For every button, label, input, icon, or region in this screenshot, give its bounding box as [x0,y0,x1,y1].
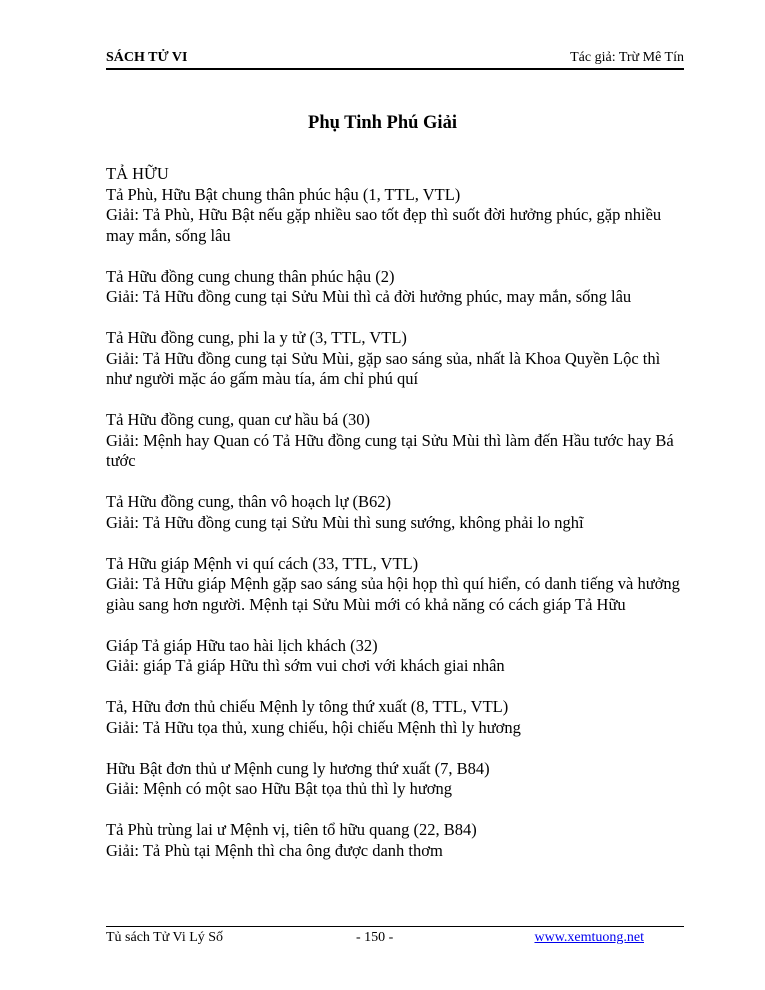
entry-verse: Tả Hữu đồng cung, phi la y tử (3, TTL, VTL) [106,328,407,347]
entry-verse: Hữu Bật đơn thủ ư Mệnh cung ly hương thứ xuất (7, B84) [106,758,490,778]
entry [106,492,686,533]
entry-explanation: Giải: Tả Phù tại Mệnh thì cha ông được danh thơm [106,840,443,860]
entry-explanation: Giải: Tả Hữu đồng cung tại Sửu Mùi, gặp sao sáng sủa, nhất là Khoa Quyền Lộc thì như người mặc áo gấm màu tía, ám chỉ phú quí [106,348,661,388]
page-title: Phụ Tinh Phú Giải [308,113,457,133]
page-header [106,44,684,70]
entry-verse: Tả Phù trùng lai ư Mệnh vị, tiên tổ hữu quang (22, B84) [106,820,477,839]
entry [106,267,686,308]
entry [106,697,686,738]
website-link[interactable]: www.xemtuong.net [534,930,644,945]
entry-explanation: Giải: Tả Phù, Hữu Bật nếu gặp nhiều sao tốt đẹp thì suốt đời hưởng phúc, gặp nhiều may mắn, sống lâu [106,205,662,245]
book-title: SÁCH TỬ VI [106,50,188,65]
entry [106,554,686,616]
entry-explanation: Giải: Tả Hữu giáp Mệnh gặp sao sáng sủa hội họp thì quí hiển, có danh tiếng và hưởng giàu sang hơn người. Mệnh tại Sửu Mùi mới có khả năng có cách giáp Tả Hữu [106,574,680,614]
entry [106,759,686,800]
entry [106,185,686,247]
page-footer [106,926,684,949]
entry-verse: Tả Phù, Hữu Bật chung thân phúc hậu (1, TTL, VTL) [106,184,461,204]
entry-verse: Tả Hữu đồng cung chung thân phúc hậu (2) [106,266,395,286]
entry-verse: Giáp Tả giáp Hữu tao hài lịch khách (32) [106,635,378,655]
entry-verse: Tả, Hữu đơn thủ chiếu Mệnh ly tông thứ xuất (8, TTL, VTL) [106,697,509,716]
entry-explanation: Giải: giáp Tả giáp Hữu thì sớm vui chơi với khách giai nhân [106,656,505,675]
entry-explanation: Giải: Tả Hữu đồng cung tại Sửu Mùi thì cả đời hưởng phúc, may mắn, sống lâu [106,287,632,306]
entry [106,636,686,677]
main-content [106,164,686,882]
page-number: - 150 - [356,930,394,945]
entry-explanation: Giải: Tả Hữu đồng cung tại Sửu Mùi thì sung sướng, không phải lo nghĩ [106,512,584,532]
entry-explanation: Giải: Tả Hữu tọa thủ, xung chiếu, hội chiếu Mệnh thì ly hương [106,717,521,737]
entry [106,410,686,472]
entry [106,328,686,390]
footer-series: Tủ sách Tử Vi Lý Số [106,930,224,945]
entry-explanation: Giải: Mệnh có một sao Hữu Bật tọa thủ thì ly hương [106,779,453,798]
entry-verse: Tả Hữu giáp Mệnh vi quí cách (33, TTL, VTL) [106,553,419,573]
entry-verse: Tả Hữu đồng cung, quan cư hầu bá (30) [106,410,370,429]
entry-explanation: Giải: Mệnh hay Quan có Tả Hữu đồng cung tại Sửu Mùi thì làm đến Hầu tước hay Bá tước [106,430,674,470]
section-heading: TẢ HỮU [106,164,169,183]
entry-verse: Tả Hữu đồng cung, thân vô hoạch lự (B62) [106,492,392,511]
author-label: Tác giả: Trừ Mê Tín [570,50,684,65]
entry [106,820,686,861]
